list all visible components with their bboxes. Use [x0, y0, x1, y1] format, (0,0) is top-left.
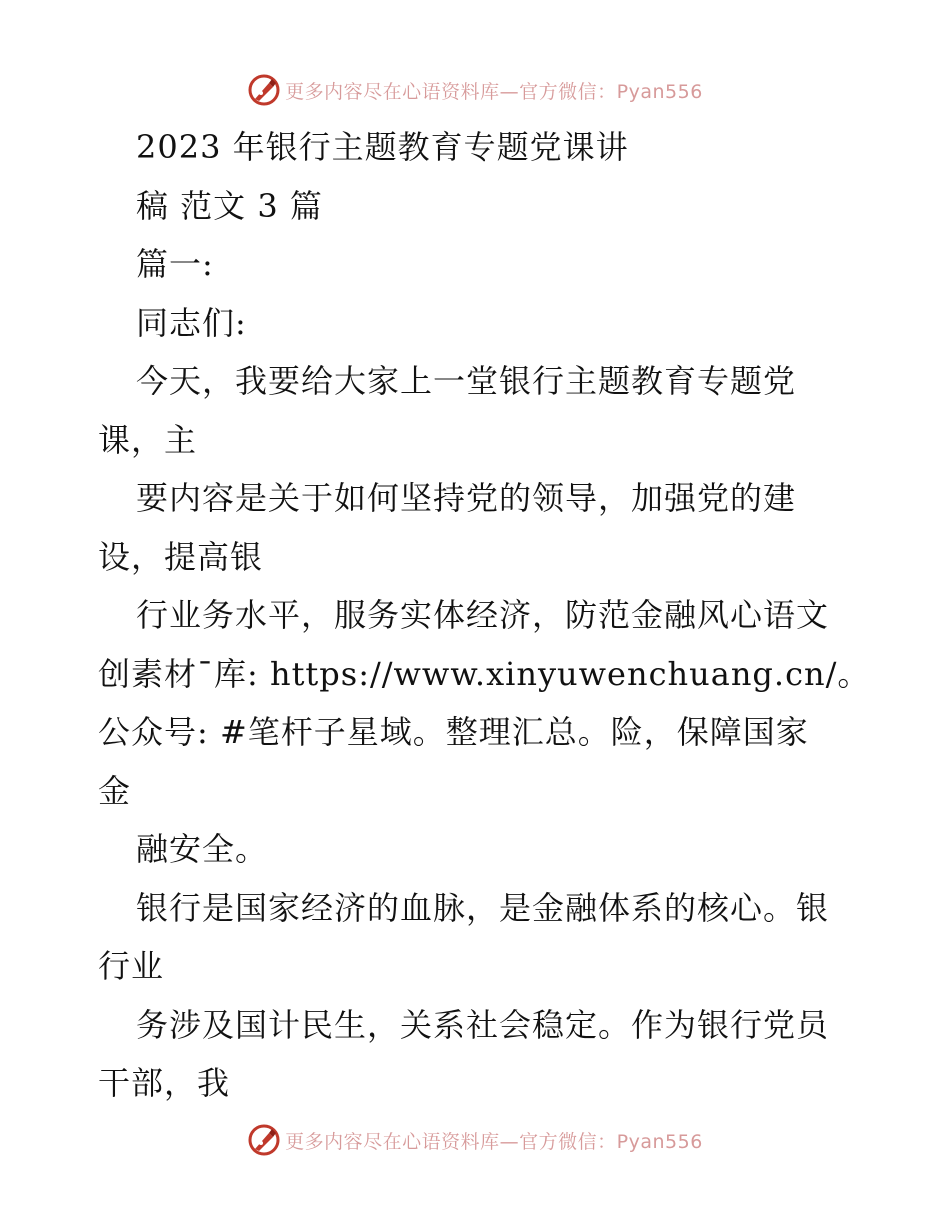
text-line: 篇一:: [136, 245, 214, 283]
text-line: 2023 年银行主题教育专题党课讲: [136, 128, 629, 166]
text-line: 稿 范文 3 篇: [136, 186, 323, 225]
text-line: 创素材¯库: https://www.xinyuwenchuang.cn/。: [98, 654, 871, 693]
header-banner-text: 更多内容尽在心语资料库—官方微信：Pyan556: [285, 80, 703, 103]
footer-banner-text: 更多内容尽在心语资料库—官方微信：Pyan556: [285, 1130, 703, 1153]
text-line: 公众号: #笔杆子星域。整理汇总。险，保障国家: [98, 713, 809, 751]
text-line: 行业: [98, 947, 165, 985]
document-body: [98, 118, 871, 1113]
text-line: 金: [98, 771, 132, 810]
text-line: 同志们:: [136, 303, 247, 342]
pen-emblem-icon: [247, 1123, 281, 1157]
text-line: 设，提高银: [98, 537, 264, 576]
text-line: 行业务水平，服务实体经济，防范金融风心语文: [136, 596, 830, 634]
header-banner: [0, 70, 950, 110]
footer-banner: [0, 1120, 950, 1160]
text-line: 今天，我要给大家上一堂银行主题教育专题党: [136, 362, 797, 400]
text-line: 要内容是关于如何坚持党的领导，加强党的建: [136, 479, 797, 517]
text-line: 银行是国家经济的血脉，是金融体系的核心。银: [136, 888, 830, 927]
pen-emblem-icon: [247, 73, 281, 107]
text-line: 务涉及国计民生，关系社会稳定。作为银行党员: [136, 1005, 830, 1044]
text-line: 融安全。: [136, 830, 269, 868]
text-line: 干部，我: [98, 1064, 231, 1102]
text-line: 课，主: [98, 420, 198, 459]
